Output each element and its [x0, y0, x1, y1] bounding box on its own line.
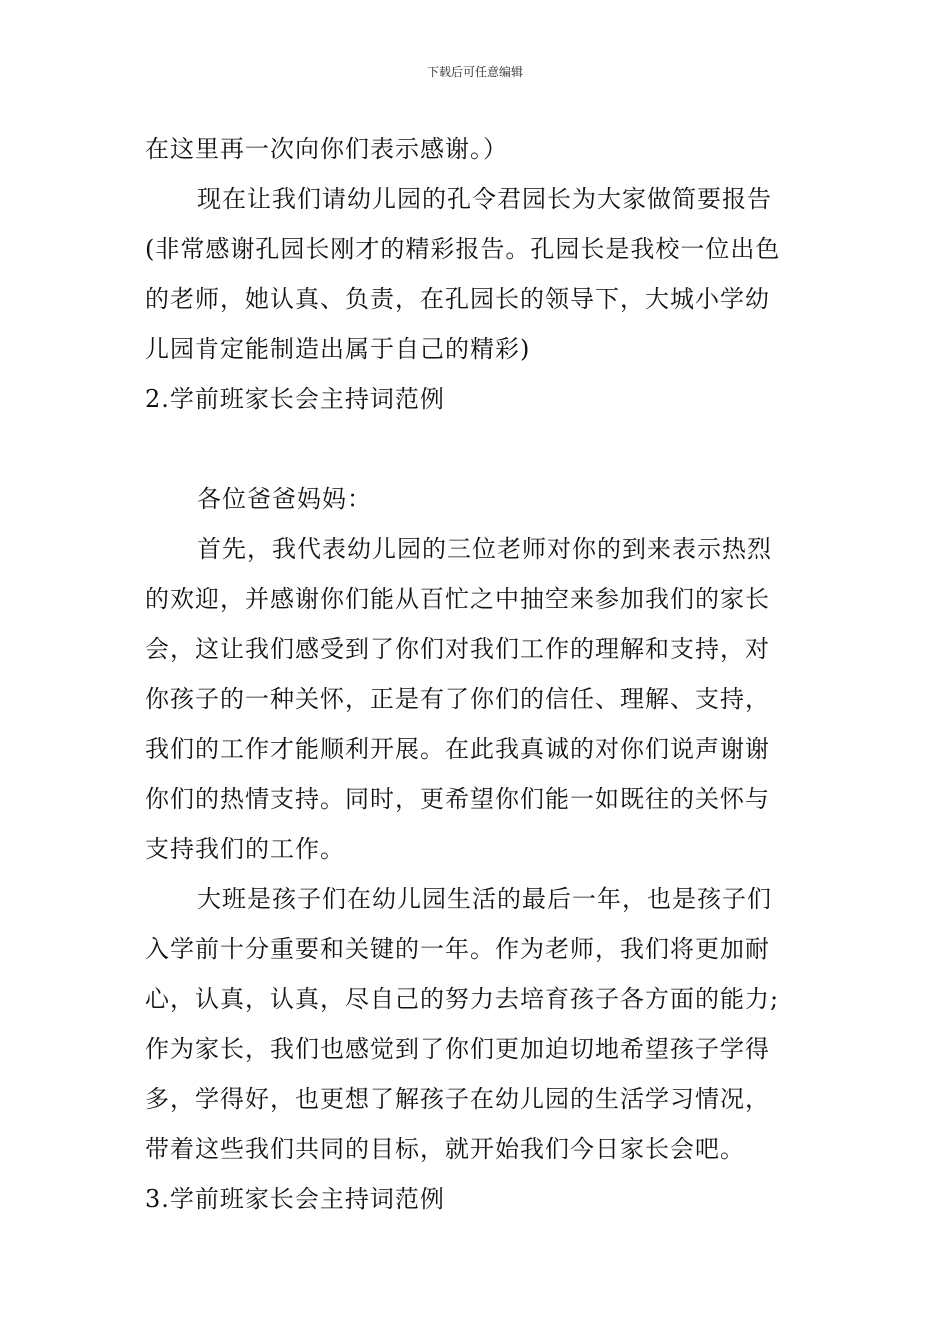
- document-body: [145, 124, 810, 1224]
- text-line: 的老师，她认真、负责，在孔园长的领导下，大城小学幼: [145, 285, 770, 313]
- text-line: 你孩子的一种关怀，正是有了你们的信任、理解、支持，: [145, 685, 770, 713]
- text-line: 我们的工作才能顺利开展。在此我真诚的对你们说声谢谢: [145, 735, 770, 763]
- text-line: 作为家长，我们也感觉到了你们更加迫切地希望孩子学得: [145, 1035, 770, 1063]
- text-line: 在这里再一次向你们表示感谢。）: [145, 135, 508, 163]
- section-heading: 3.学前班家长会主持词范例: [145, 1185, 445, 1213]
- greeting-line: 各位爸爸妈妈：: [197, 485, 372, 513]
- text-line: 大班是孩子们在幼儿园生活的最后一年，也是孩子们: [197, 885, 772, 913]
- text-line: 带着这些我们共同的目标，就开始我们今日家长会吧。: [145, 1135, 745, 1163]
- text-line: 现在让我们请幼儿园的孔令君园长为大家做简要报告: [197, 185, 772, 213]
- text-line: 的欢迎，并感谢你们能从百忙之中抽空来参加我们的家长: [145, 585, 770, 613]
- text-line: 会，这让我们感受到了你们对我们工作的理解和支持，对: [145, 635, 770, 663]
- text-line: 你们的热情支持。同时，更希望你们能一如既往的关怀与: [145, 785, 770, 813]
- page-header-note: 下载后可任意编辑: [426, 65, 523, 79]
- text-line: 首先，我代表幼儿园的三位老师对你的到来表示热烈: [197, 535, 772, 563]
- text-line: 支持我们的工作。: [145, 835, 345, 863]
- blank-line: [145, 424, 810, 474]
- text-line: 多，学得好，也更想了解孩子在幼儿园的生活学习情况，: [145, 1085, 770, 1113]
- text-line: 儿园肯定能制造出属于自己的精彩): [145, 335, 531, 363]
- text-line: 心，认真，认真，尽自己的努力去培育孩子各方面的能力;: [145, 985, 780, 1013]
- section-heading: 2.学前班家长会主持词范例: [145, 385, 445, 413]
- text-line: (非常感谢孔园长刚才的精彩报告。孔园长是我校一位出色: [145, 235, 781, 263]
- text-line: 入学前十分重要和关键的一年。作为老师，我们将更加耐: [145, 935, 770, 963]
